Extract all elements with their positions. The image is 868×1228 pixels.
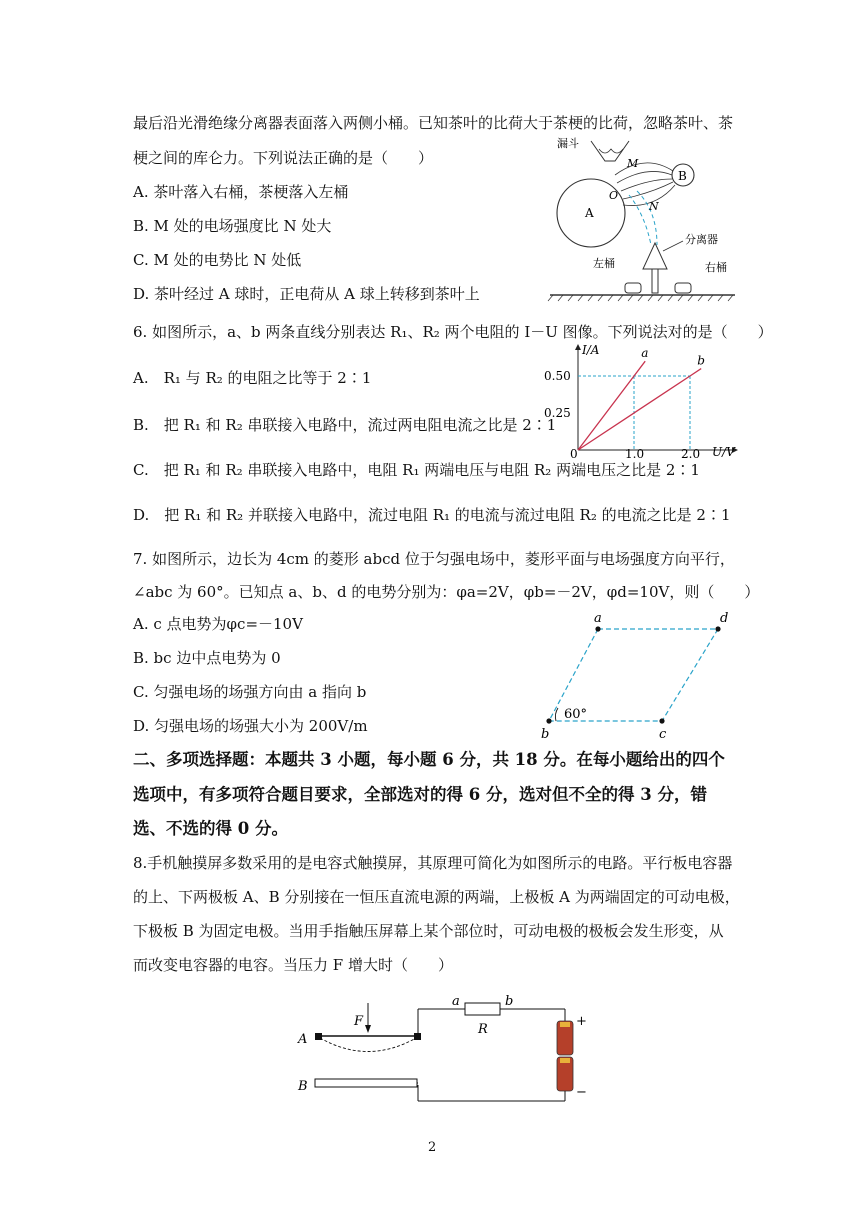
- q6-option-c: C. 把 R₁ 和 R₂ 串联接入电路中，电阻 R₁ 两端电压与电阻 R₂ 两端电压之比是 2∶1: [133, 461, 700, 479]
- q7-option-b: B. bc 边中点电势为 0: [133, 649, 281, 667]
- resistor-label: R: [478, 1022, 488, 1037]
- sphere-b-label: B: [678, 169, 687, 183]
- q8-line4: 而改变电容器的电容。当压力 F 增大时（ ）: [133, 956, 453, 974]
- q6-option-a: A. R₁ 与 R₂ 的电阻之比等于 2∶1: [133, 369, 372, 387]
- terminal-b-label: b: [505, 995, 514, 1009]
- separator: [643, 243, 667, 269]
- point-c: [659, 718, 664, 723]
- sphere-a-label: A: [585, 206, 594, 220]
- section2-line1: 二、多项选择题：本题共 3 小题，每小题 6 分，共 18 分。在每小题给出的四个: [133, 750, 725, 769]
- series-line-a: [578, 361, 645, 450]
- q8-line1: 8.手机触摸屏多数采用的是电容式触摸屏，其原理可简化为如图所示的电路。平行板电容器: [133, 854, 733, 872]
- label-c: c: [659, 727, 667, 742]
- label-d: d: [720, 611, 729, 626]
- force-arrow: [365, 1025, 371, 1033]
- q7-option-c: C. 匀强电场的场强方向由 a 指向 b: [133, 683, 367, 701]
- origin-label: 0: [570, 447, 578, 460]
- left-bucket-label: 左桶: [593, 257, 615, 270]
- series-line-b: [578, 369, 701, 450]
- q5-option-c: C. M 处的电势比 N 处低: [133, 251, 302, 269]
- q5-option-a: A. 茶叶落入右桶，茶梗落入左桶: [133, 183, 349, 201]
- deformed-plate: [320, 1038, 416, 1052]
- q5-option-b: B. M 处的电场强度比 N 处大: [133, 217, 332, 235]
- y-axis-label: I/A: [582, 343, 600, 357]
- series-label-b: b: [697, 353, 705, 368]
- q5-option-d: D. 茶叶经过 A 球时，正电荷从 A 球上转移到茶叶上: [133, 285, 480, 303]
- q7-option-d: D. 匀强电场的场强大小为 200V/m: [133, 717, 368, 735]
- q8-line3: 下极板 B 为固定电极。当用手指触压屏幕上某个部位时，可动电极的极板会发生形变，从: [133, 922, 724, 940]
- angle-label: 60°: [564, 707, 588, 722]
- force-label: F: [354, 1014, 364, 1029]
- q7-stem-line2: ∠abc 为 60°。已知点 a、b、d 的电势分别为：φa=2V，φb=－2V，φd=10V，则（ ）: [133, 583, 760, 601]
- label-b: b: [541, 727, 550, 742]
- point-a: [595, 626, 600, 631]
- iu-chart: [540, 340, 740, 460]
- q7-option-a: A. c 点电势为φc=－10V: [133, 615, 303, 633]
- right-bucket: [675, 283, 691, 293]
- left-bucket: [625, 283, 641, 293]
- label-o: O: [609, 189, 619, 202]
- resistor-r: [465, 1003, 500, 1015]
- point-b: [546, 718, 551, 723]
- point-d: [715, 626, 720, 631]
- funnel-label: 漏斗: [557, 137, 579, 150]
- x-tick-label-2.0: 2.0: [681, 447, 701, 460]
- section2-line2: 选项中，有多项符合题目要求，全部选对的得 6 分，选对但不全的得 3 分，错: [133, 785, 707, 804]
- q8-line2: 的上、下两极板 A、B 分别接在一恒压直流电源的两端，上极板 A 为两端固定的可动电极，: [133, 888, 740, 906]
- rhombus-figure: [538, 608, 738, 743]
- q7-stem-line1: 7. 如图所示，边长为 4cm 的菱形 abcd 位于匀强电场中，菱形平面与电场强度方向平行，: [133, 550, 735, 568]
- q6-option-d: D. 把 R₁ 和 R₂ 并联接入电路中，流过电阻 R₁ 的电流与流过电阻 R₂ 的电流之比是 2∶1: [133, 506, 731, 524]
- q5-tea-separator-figure: [545, 135, 740, 310]
- q5-stem-line1: 最后沿光滑绝缘分离器表面落入两侧小桶。已知茶叶的比荷大于茶梗的比荷，忽略茶叶、茶: [133, 114, 734, 132]
- y-tick-label-0.25: 0.25: [544, 406, 571, 420]
- label-n: N: [649, 200, 659, 213]
- plate-a-label: A: [298, 1032, 308, 1047]
- y-axis-arrow: [575, 344, 581, 350]
- capacitor-circuit-figure: [290, 995, 590, 1110]
- q6-option-b: B. 把 R₁ 和 R₂ 串联接入电路中，流过两电阻电流之比是 2∶1: [133, 416, 557, 434]
- x-tick-label-1.0: 1.0: [625, 447, 645, 460]
- q5-stem-line2: 梗之间的库仑力。下列说法正确的是（ ）: [133, 149, 434, 167]
- plate-b-label: B: [298, 1079, 308, 1094]
- terminal-a-label: a: [452, 995, 460, 1009]
- page-number: 2: [428, 1140, 437, 1155]
- separator-label: 分离器: [685, 233, 718, 246]
- q6-stem: 6. 如图所示，a、b 两条直线分别表达 R₁、R₂ 两个电阻的 I－U 图像。下列说法对的是（ ）: [133, 323, 773, 341]
- angle-arc: [555, 708, 558, 721]
- minus-label: −: [576, 1085, 587, 1100]
- section2-line3: 选、不选的得 0 分。: [133, 819, 288, 838]
- label-m: M: [627, 157, 639, 170]
- y-tick-label-0.50: 0.50: [544, 369, 571, 383]
- label-a: a: [594, 611, 602, 626]
- plus-label: +: [576, 1014, 587, 1029]
- right-bucket-label: 右桶: [705, 261, 727, 274]
- plate-b: [315, 1079, 417, 1087]
- series-label-a: a: [641, 346, 649, 361]
- x-axis-label: U/V: [712, 445, 735, 459]
